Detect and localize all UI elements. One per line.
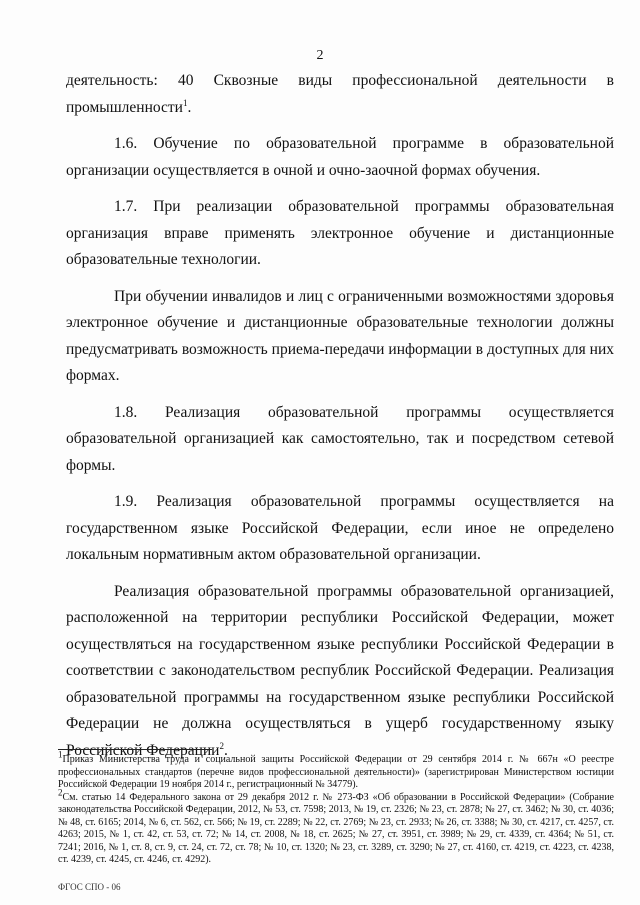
footnote-ref-2: 2 — [219, 740, 224, 751]
document-body — [66, 68, 614, 764]
document-footer-code: ФГОС СПО - 06 — [58, 882, 121, 892]
paragraph-1-9: 1.9. Реализация образовательной программы осуществляется на государственном языке Российской Федерации, если иное не определено локальным нормативным актом образовательной организации. — [66, 493, 614, 563]
paragraph-activity-type-end: . — [187, 98, 192, 116]
page-number: 2 — [316, 48, 324, 63]
footnote-divider — [58, 749, 212, 750]
paragraph-activity-type — [66, 68, 614, 121]
paragraph-1-7: 1.7. При реализации образовательной программы образовательная организация вправе применять электронное обучение и дистанционные образовательные технологии. — [66, 198, 614, 268]
footnote-2-marker: 2 — [58, 787, 63, 798]
paragraph-activity-type-text: деятельность: 40 Сквозные виды профессиональной деятельности в промышленности — [66, 72, 614, 116]
paragraph-1-8: 1.8. Реализация образовательной программы осуществляется образовательной организацией как самостоятельно, так и посредством сетевой формы. — [66, 403, 614, 474]
paragraph-disabled-learners: При обучении инвалидов и лиц с ограниченными возможностями здоровья электронное обучение и дистанционные образовательные технологии должны предусматривать возможность приема-передачи информации в доступных для них формах. — [66, 287, 614, 384]
footnote-1-marker: 1 — [58, 749, 63, 760]
footnote-1-text: Приказ Министерства труда и социальной защиты Российской Федерации от 29 сентября 2014 г. № 667н «О реестре профессиональных стандартов (перечне видов профессиональной деятельности)» (зарегистрирован Министерством юстиции Российской Федерации 19 ноября 2014 г., регистрационный № 34779). — [58, 754, 614, 790]
paragraph-republic-language-end: . — [223, 741, 228, 759]
footnote-ref-1: 1 — [182, 97, 188, 108]
paragraph-1-6: 1.6. Обучение по образовательной программе в образовательной организации осуществляется в очной и очно-заочной формах обучения. — [66, 135, 614, 179]
paragraph-republic-language-text: Реализация образовательной программы образовательной организацией, расположенной на территории республики Российской Федерации, может осуществляться на государственном языке республики Российской Федерации в соответствии с законодательством республик Российской Федерации. Реализация образовательной программы на государственном языке республики Российской Федерации не должна осуществляться в ущерб государственному языку Российской Федерации — [66, 582, 614, 759]
paragraph-republic-language — [66, 579, 614, 765]
footnote-1 — [58, 749, 614, 792]
footnote-2 — [58, 787, 614, 867]
footnotes — [58, 749, 614, 867]
footnote-2-text: См. статью 14 Федерального закона от 29 декабря 2012 г. № 273-ФЗ «Об образовании в Российской Федерации» (Собрание законодательства Российской Федерации, 2012, № 53, ст. 7598; 2013, № 19, ст. 2326; № 23, ст. 2878; № 27, ст. 3462; № 30, ст. 4036; № 48, ст. 6165; 2014, № 6, ст. 562, ст. 566; № 19, ст. 2289; № 22, ст. 2769; № 23, ст. 2933; № 26, ст. 3388; № 30, ст. 4217, ст. 4257, ст. 4263; 2015, № 1, ст. 42, ст. 53, ст. 72; № 14, ст. 2008, № 18, ст. 2625; № 27, ст. 3951, ст. 3989; № 29, ст. 4339, ст. 4364; № 51, ст. 7241; 2016, № 1, ст. 8, ст. 9, ст. 24, ст. 72, ст. 78; № 10, ст. 1320; № 23, ст. 3289, ст. 3290; № 27, ст. 4160, ст. 4219, ст. 4223, ст. 4238, ст. 4239, ст. 4245, ст. 4246, ст. 4292). — [58, 791, 614, 865]
